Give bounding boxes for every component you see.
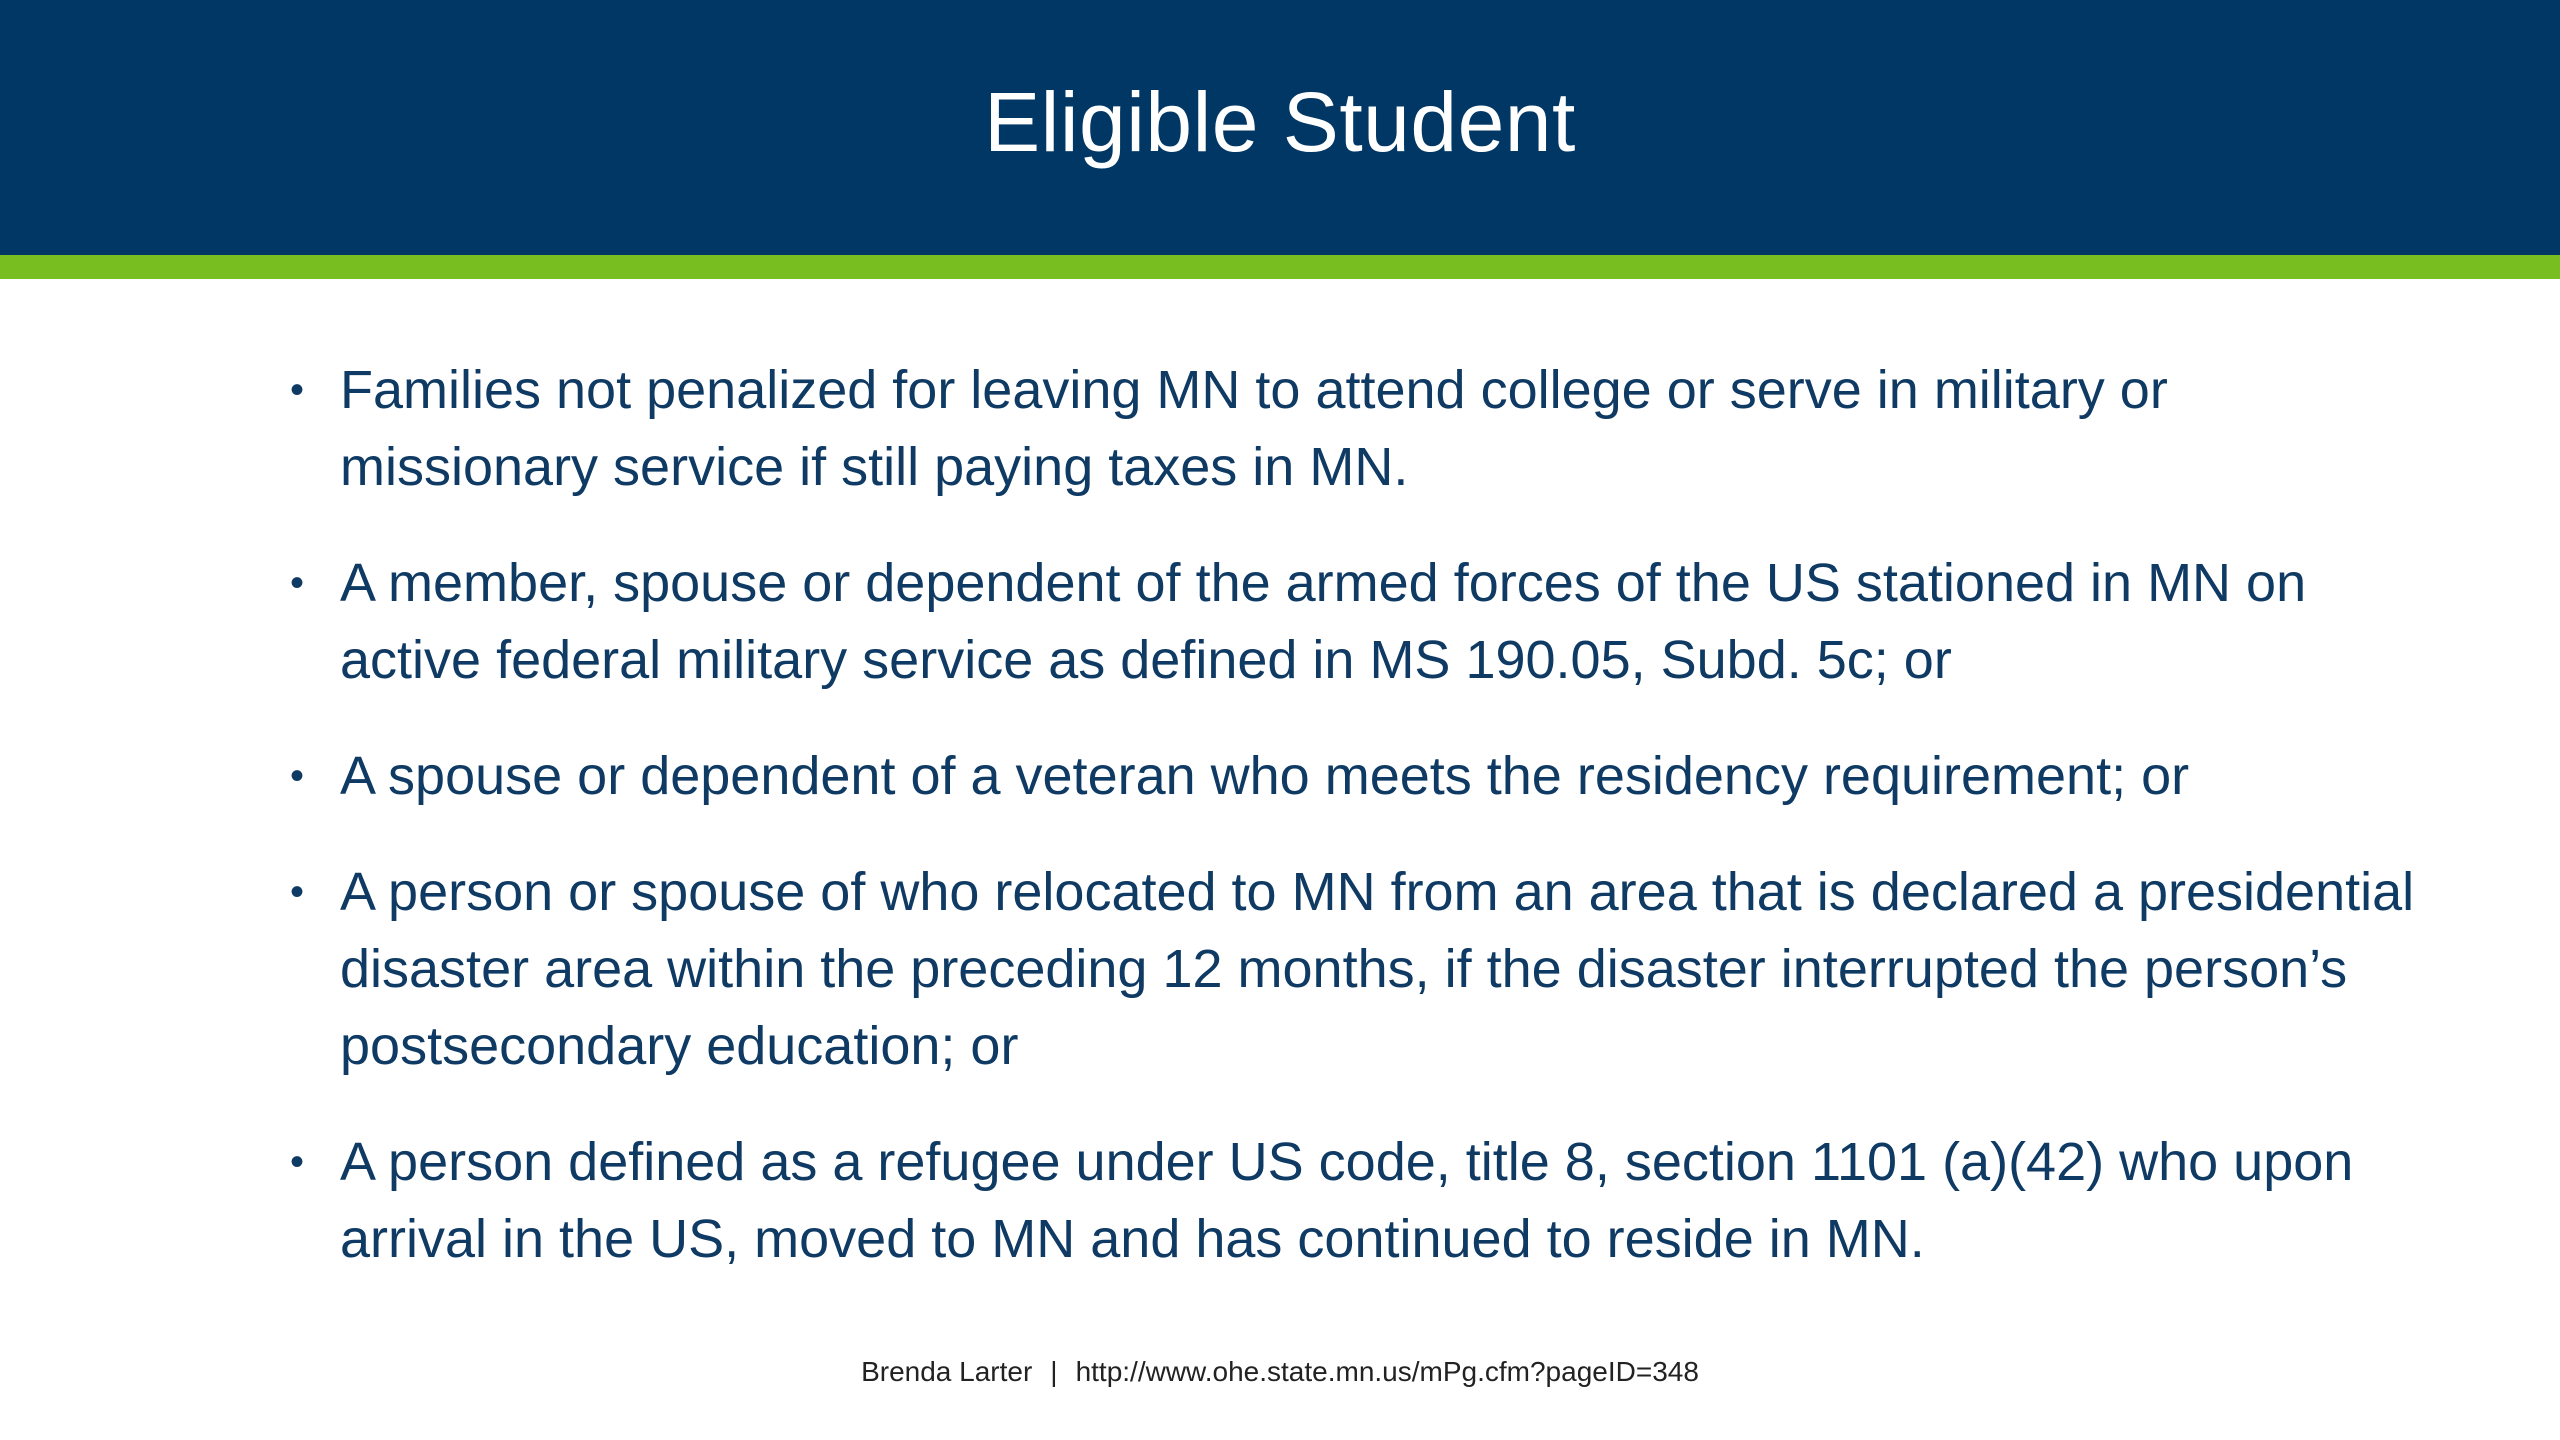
bullet-text: A person or spouse of who relocated to MN from an area that is declared a presidential disaster area within the preceding 12 months, if the disaster interrupted the person’s postsecondary education; or — [340, 862, 2415, 1076]
bullet-dot-icon: • — [290, 754, 305, 798]
bullet-item — [286, 854, 2426, 1085]
bullet-dot-icon: • — [290, 561, 305, 605]
bullet-dot-icon: • — [290, 368, 305, 412]
bullet-item — [286, 545, 2426, 699]
bullet-dot-icon: • — [290, 870, 305, 914]
bullet-text: A member, spouse or dependent of the armed forces of the US stationed in MN on active federal military service as defined in MS 190.05, Subd. 5c; or — [340, 553, 2307, 690]
bullet-text: A spouse or dependent of a veteran who meets the residency requirement; or — [340, 746, 2190, 806]
footer — [0, 1352, 2560, 1392]
bullet-item — [286, 352, 2426, 506]
bullet-list — [286, 352, 2426, 1317]
bullet-text: Families not penalized for leaving MN to attend college or serve in military or missionary service if still paying taxes in MN. — [340, 360, 2168, 497]
footer-url: http://www.ohe.state.mn.us/mPg.cfm?pageID=348 — [1075, 1356, 1699, 1387]
footer-separator: | — [1050, 1356, 1058, 1387]
footer-author: Brenda Larter — [861, 1356, 1033, 1387]
bullet-text: A person defined as a refugee under US code, title 8, section 1101 (a)(42) who upon arrival in the US, moved to MN and has continued to reside in MN. — [340, 1132, 2354, 1269]
bullet-item — [286, 738, 2426, 815]
bullet-item — [286, 1124, 2426, 1278]
bullet-dot-icon: • — [290, 1140, 305, 1184]
accent-stripe — [0, 255, 2560, 279]
slide-title: Eligible Student — [984, 75, 1576, 169]
